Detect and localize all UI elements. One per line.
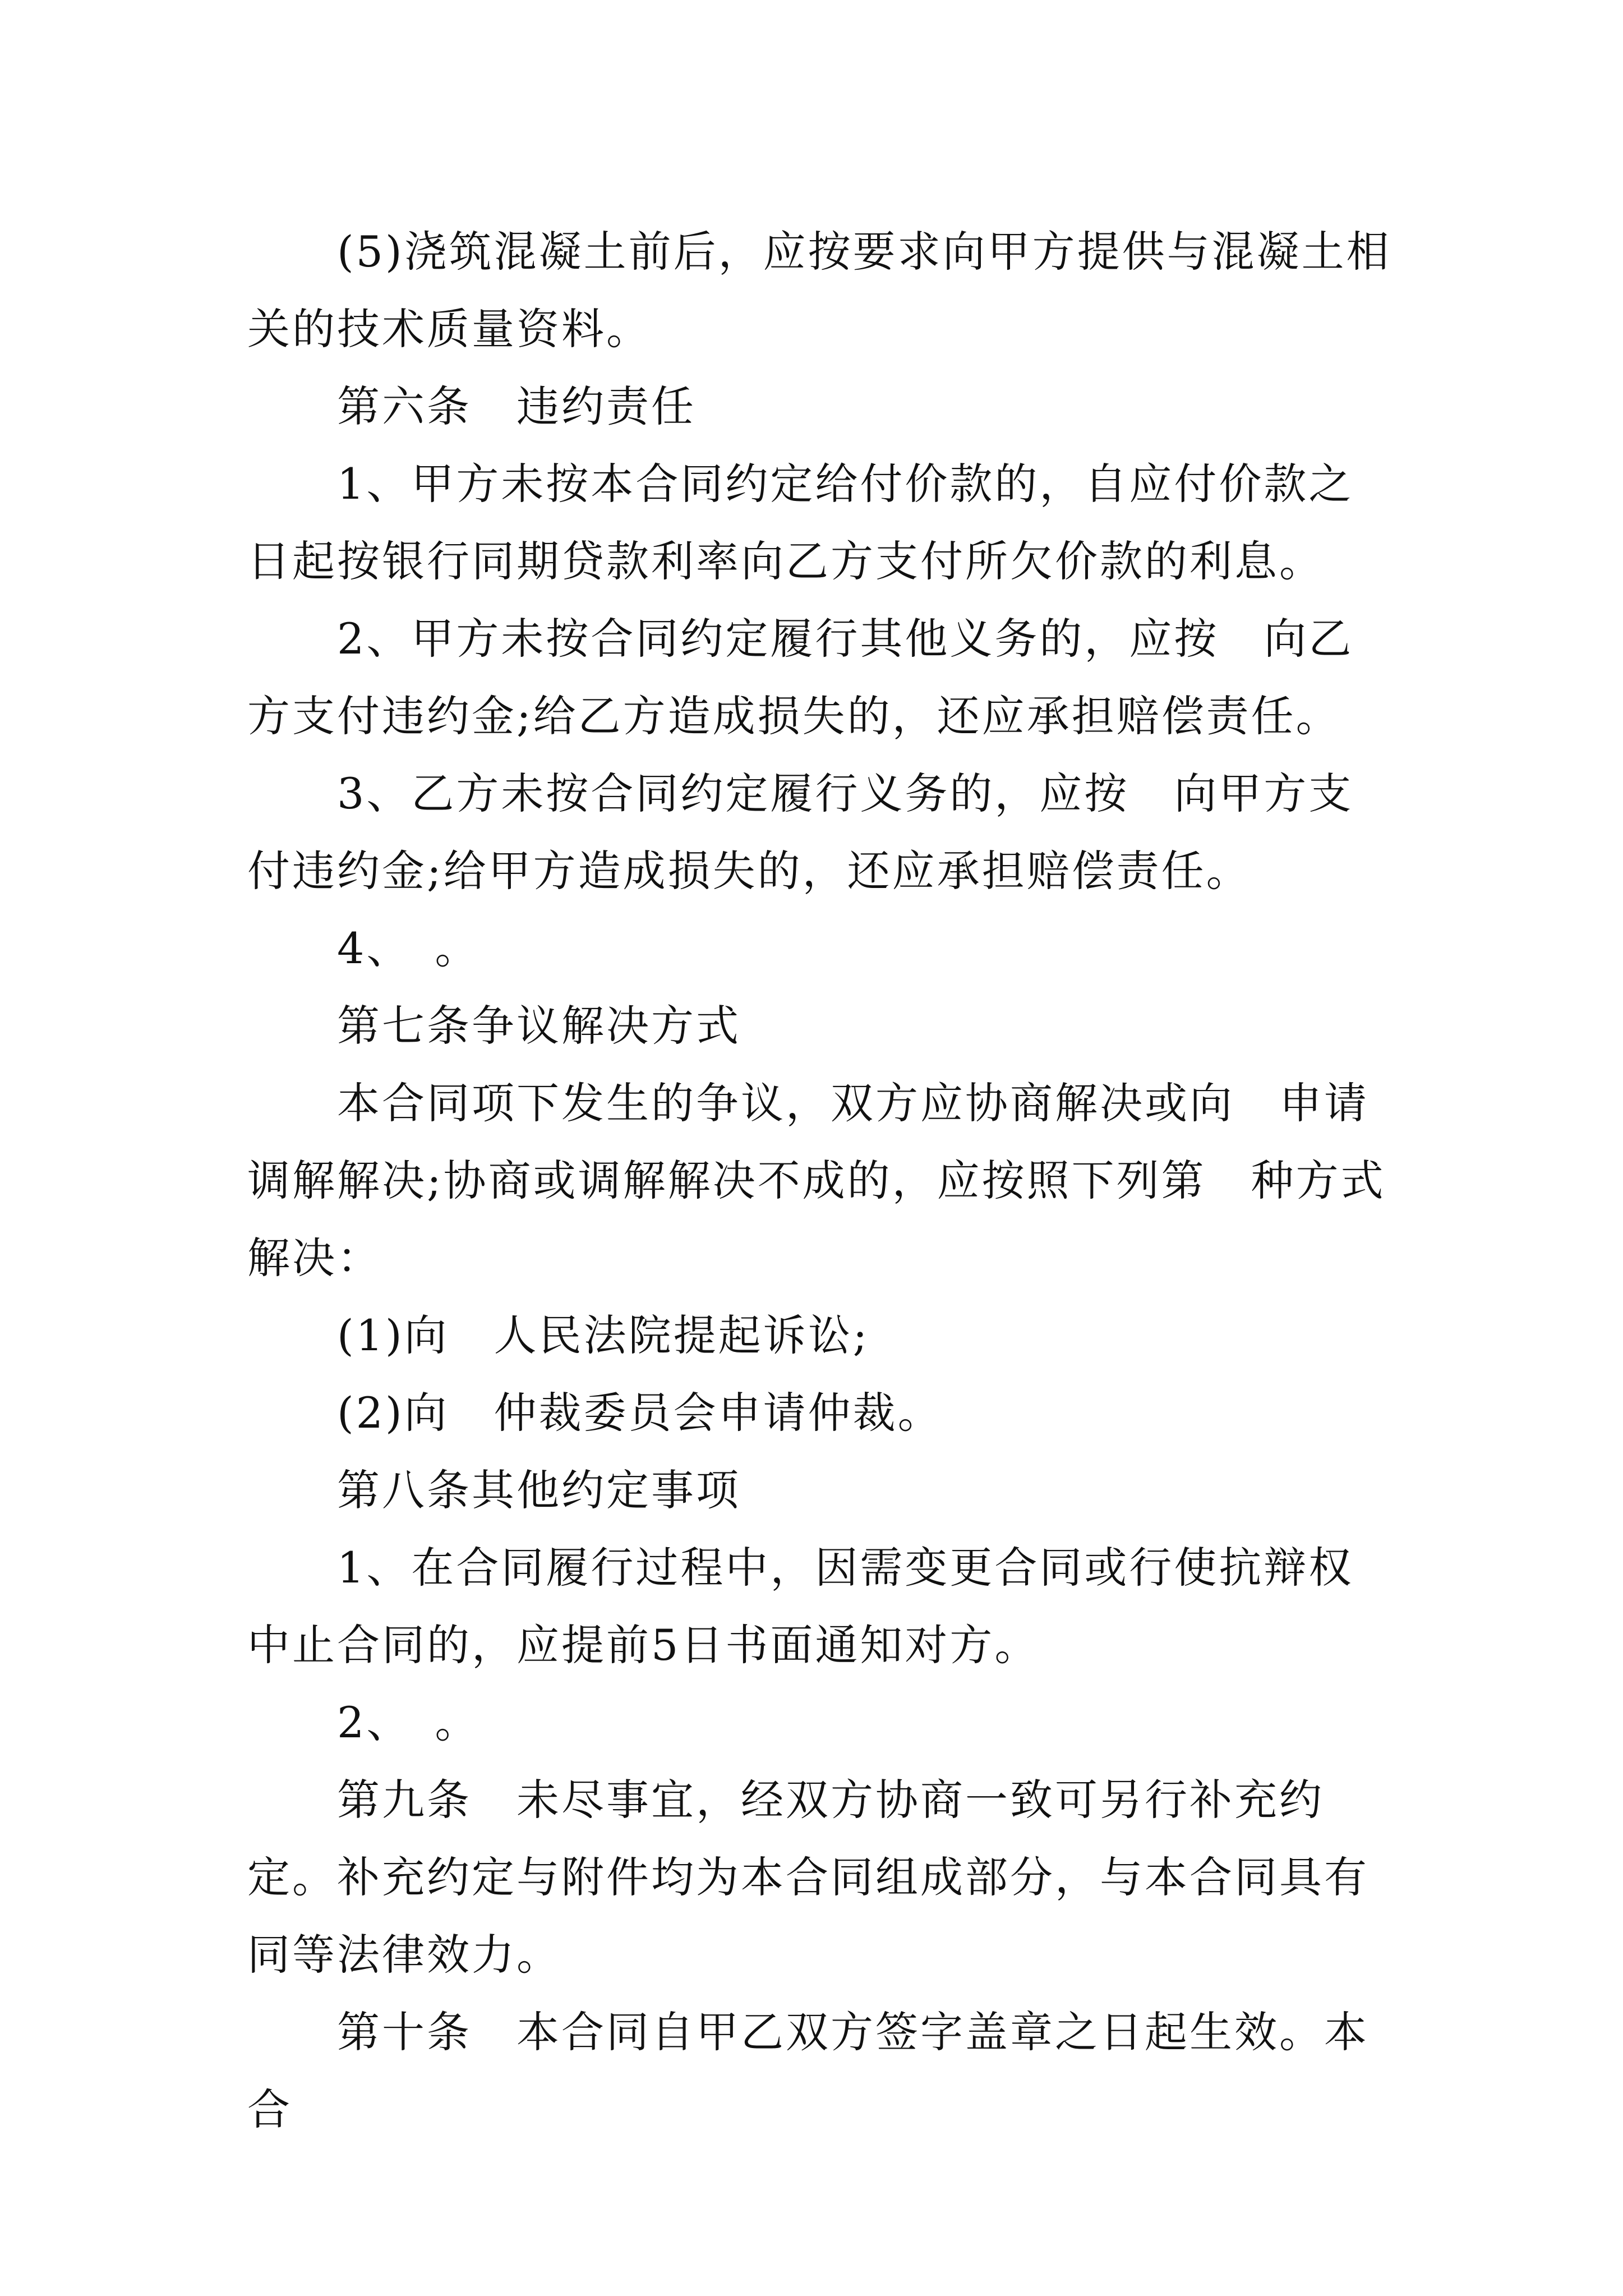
paragraph-article-6-item-1: 1、甲方未按本合同约定给付价款的，自应付价款之日起按银行同期贷款利率向乙方支付所欠价款的利息。 <box>247 459 1354 586</box>
paragraph-article-7-option-2: (2)向 仲裁委员会申请仲裁。 <box>337 1388 943 1438</box>
paragraph-article-10: 第十条 本合同自甲乙双方签字盖章之日起生效。本合 <box>247 2007 1369 2134</box>
paragraph-concrete-docs: (5)浇筑混凝土前后，应按要求向甲方提供与混凝土相关的技术质量资料。 <box>247 227 1391 354</box>
paragraph-article-9: 第九条 未尽事宜，经双方协商一致可另行补充约定。补充约定与附件均为本合同组成部分，与本合同具有同等法律效力。 <box>247 1775 1369 1980</box>
paragraph-article-6-item-4: 4、 。 <box>337 923 480 973</box>
heading-article-8: 第八条其他约定事项 <box>337 1465 741 1515</box>
paragraph-article-6-item-2: 2、甲方未按合同约定履行其他义务的，应按 向乙方支付违约金;给乙方造成损失的，还应承担赔偿责任。 <box>247 614 1354 741</box>
heading-article-7: 第七条争议解决方式 <box>337 1001 741 1051</box>
document-body <box>247 213 1397 2148</box>
paragraph-article-8-item-2: 2、 。 <box>337 1697 480 1747</box>
heading-article-6: 第六条 违约责任 <box>337 381 696 431</box>
paragraph-article-6-item-3: 3、乙方未按合同约定履行义务的，应按 向甲方支付违约金;给甲方造成损失的，还应承担赔偿责任。 <box>247 769 1354 896</box>
paragraph-article-8-item-1: 1、在合同履行过程中，因需变更合同或行使抗辩权中止合同的，应提前5日书面通知对方。 <box>247 1543 1354 1670</box>
paragraph-article-7-body: 本合同项下发生的争议，双方应协商解决或向 申请调解解决;协商或调解解决不成的，应按照下列第 种方式解决： <box>247 1078 1386 1283</box>
paragraph-article-7-option-1: (1)向 人民法院提起诉讼; <box>337 1310 870 1360</box>
